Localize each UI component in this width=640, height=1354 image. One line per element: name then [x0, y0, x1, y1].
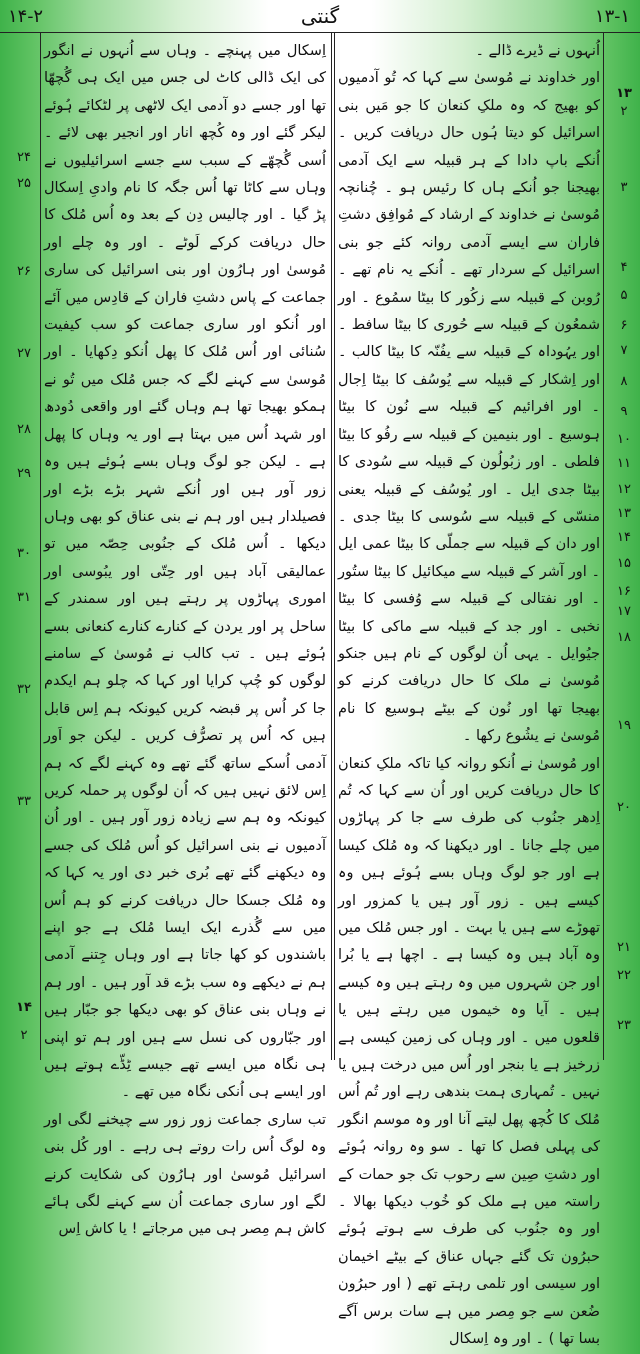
verse-number: ۲۸: [17, 422, 31, 437]
verse-number: ۱۲: [617, 482, 631, 497]
right-text-column: [338, 38, 600, 1354]
verse-number: ۱۴: [617, 530, 631, 545]
verse-number: ۲۲: [617, 968, 631, 983]
header-rule: [0, 32, 640, 33]
verse-number: ۲۶: [17, 264, 31, 279]
right-paragraph-2: اور خداوند نے مُوسیٰ سے کہا کہ تُو آدمیوں کو بھیج کہ وہ ملکِ کنعان کا جو مَیں بنی اسرائیل کو دیتا ہُوں حال دریافت کریں ۔ اُنکے باپ دادا کے ہر قبیلہ سے ایک آدمی بھیجنا جو اُنکے ہاں کا رئیس ہو ۔ چُنانچہ مُوسیٰ نے خداوند کے ارشاد کے مُوافِق دشتِ فاران سے ایسے آدمی روانہ کئے جو بنی اسرائیل کے سردار تھے ۔ اُنکے یہ نام تھے ۔ رُوبن کے قبیلہ سے زکُور کا بیٹا سمُوع ۔ اور شمعُون کے قبیلہ سے حُوری کا بیٹا سافط ۔ اور یہُوداہ کے قبیلہ سے یفُنّہ کا بیٹا کالب ۔ اور اِشکار کے قبیلہ سے یُوسُف کا بیٹا اِجال ۔ اور افرائیم کے قبیلہ سے نُون کا بیٹا ہوسیع ۔ اور بنیمین کے قبیلہ سے رفُو کا بیٹا فلطی ۔ اور زبُولُون کے قبیلہ سے سُودی کا بیٹا جدی ایل ۔ اور یُوسُف کے قبیلہ یعنی منسّی کے قبیلہ سے سُوسی کا بیٹا جدی ۔ اور دان کے قبیلہ سے جملّی کا بیٹا عمی ایل ۔ اور آشر کے قبیلہ سے میکائیل کا بیٹا ستُور ۔ اور نفتالی کے قبیلہ سے وُفسی کا بیٹا نخبی ۔ اور جد کے قبیلہ سے ماکی کا بیٹا جیُوایل ۔ یہی اُن لوگوں کے نام ہیں جنکو مُوسیٰ نے ملک کا حال دریافت کرنے کو بھیجا تھا اور نُون کے بیٹے ہوسیع کا نام مُوسیٰ نے یشُوع رکھا ۔: [338, 70, 600, 745]
verse-number: ۲۱: [617, 940, 631, 955]
left-text-column: [44, 38, 326, 1244]
book-title: گنتی: [300, 4, 340, 28]
verse-number: ۲: [620, 104, 628, 119]
verse-number: ۱۹: [617, 718, 631, 733]
verse-number: ۱۵: [617, 556, 631, 571]
right-margin-rule: [603, 32, 604, 1060]
verse-number: ۲۴: [17, 150, 31, 165]
verse-number: ۲۵: [17, 176, 31, 191]
verse-number: ۲۰: [617, 800, 631, 815]
verse-number: ۳۱: [17, 590, 31, 605]
verse-number: ۶: [620, 318, 628, 333]
verse-number: ۱۱: [617, 456, 631, 471]
verse-number: ۳۳: [17, 794, 31, 809]
column-divider-b: [334, 32, 335, 1060]
chapter-14-marker: ۱۴: [16, 1000, 32, 1015]
right-paragraph-1: اُنہوں نے ڈیرے ڈالے ۔: [475, 43, 600, 59]
verse-number: ۱۶: [617, 584, 631, 599]
page-header: [0, 0, 640, 34]
verse-number: ۱۷: [617, 604, 631, 619]
left-chapter-ref: ۱۴-۲: [8, 6, 44, 27]
verse-number: ۲۳: [617, 1018, 631, 1033]
right-chapter-ref: ۱۳-۱: [594, 6, 630, 27]
verse-number: ۲: [20, 1028, 28, 1043]
verse-number: ۳۰: [17, 546, 31, 561]
verse-number: ۸: [620, 374, 628, 389]
chapter-13-marker: ۱۳: [616, 86, 632, 101]
verse-number: ۹: [620, 404, 628, 419]
verse-number: ۱۸: [617, 630, 631, 645]
verse-number: ۷: [620, 343, 628, 358]
verse-number: ۴: [620, 260, 628, 275]
verse-number: ۵: [620, 288, 628, 303]
verse-number: ۱۳: [617, 506, 631, 521]
verse-number: ۱۰: [617, 432, 631, 447]
verse-number: ۲۷: [17, 346, 31, 361]
left-paragraph-1: اِسکال میں پہنچے ۔ وہاں سے اُنہوں نے انگور کی ایک ڈالی کاٹ لی جس میں ایک ہی گُچھّا تھا اور جسے دو آدمی ایک لاٹھی پر لٹکائے ہُوئے لیکر گئے اور وہ کُچھ انار اور انجیر بھی لائے ۔ اُسی گُچھّے کے سبب سے جسے اسرائیلیوں نے وہاں سے کاٹا تھا اُس جگہ کا نام وادیِ اِسکال پڑ گیا ۔ اور چالیس دِن کے بعد وہ اُس مُلک کا حال دریافت کرکے لَوٹے ۔ اور وہ چلے اور مُوسیٰ اور ہارُون اور بنی اسرائیل کی ساری جماعت کے پاس دشتِ فاران کے قادِس میں آئے اور اُنکو اور ساری جماعت کو سب کیفیت سُنائی اور اُس مُلک کا پھل اُنکو دِکھایا ۔ اور مُوسیٰ سے کہنے لگے کہ جس مُلک میں تُو نے ہمکو بھیجا تھا ہم وہاں گئے اور واقعی دُودھ اور شہد اُس میں بہتا ہے اور یہ وہاں کا پھل ہے ۔ لیکن جو لوگ وہاں بسے ہُوئے ہیں وہ زور آور ہیں اور اُنکے شہر بڑے بڑے اور فصیلدار ہیں اور ہم نے بنی عناق کو بھی وہاں دیکھا ۔ اُس مُلک کے جنُوبی حِصّہ میں تو عمالیقی آباد ہیں اور حِتّی اور یبُوسی اور اموری پہاڑوں پر رہتے ہیں اور سمندر کے ساحل پر اور یردن کے کنارے کنارے کنعانی بسے ہُوئے ہیں ۔ تب کالب نے مُوسیٰ کے سامنے لوگوں کو چُپ کرایا اور کہا کہ چلو ہم ایکدم جا کر اُس پر قبضہ کریں کیونکہ ہم اِس قابل ہیں کہ اُس پر تصرُّف کریں ۔ لیکن جو اَور آدمی اُسکے ساتھ گئے تھے وہ کہنے لگے کہ ہم اِس لائق نہیں ہیں کہ اُن لوگوں پر حملہ کریں کیونکہ وہ ہم سے زیادہ زور آور ہیں ۔ اور اُن آدمیوں نے بنی اسرائیل کو اُس مُلک کی جسے وہ دیکھنے گئے تھے بُری خبر دی اور یہ کہا کہ وہ مُلک جسکا حال دریافت کرنے کو ہم اُس میں سے گُذرے ایک ایسا مُلک ہے جو اپنے باشندوں کو کھا جاتا ہے اور وہاں جِتنے آدمی ہم نے دیکھے وہ سب بڑے قد آور ہیں ۔ اور ہم نے وہاں بنی عناق کو بھی دیکھا جو جبّار ہیں اور جبّاروں کی نسل سے ہیں اور ہم تو اپنی ہی نگاہ میں ایسے تھے جیسے ٹِڈّے ہوتے ہیں اور ایسے ہی اُنکی نگاہ میں تھے ۔: [44, 43, 326, 1101]
verse-number: ۳: [620, 180, 628, 195]
verse-number: ۳۲: [17, 682, 31, 697]
right-paragraph-3: اور مُوسیٰ نے اُنکو روانہ کیا تاکہ ملکِ کنعان کا حال دریافت کریں اور اُن سے کہا کہ تُم اِدھر جنُوب کی طرف سے جا کر پہاڑوں میں چلے جانا ۔ اور دیکھنا کہ وہ مُلک کیسا ہے اور جو لوگ وہاں بسے ہُوئے ہیں وہ کیسے ہیں ۔ زور آور ہیں یا کمزور اور تھوڑے سے ہیں یا بہت ۔ اور جس مُلک میں وہ آباد ہیں وہ کیسا ہے ۔ اچھا ہے یا بُرا اور جن شہروں میں وہ رہتے ہیں وہ کیسے ہیں ۔ آیا وہ خیموں میں رہتے ہیں یا قلعوں میں ۔ اور وہاں کی زمین کیسی ہے زرخیز ہے یا بنجر اور اُس میں درخت ہیں یا نہیں ۔ تُمہاری ہمت بندھی رہے اور تُم اُس مُلک کا کُچھ پھل لیتے آنا اور وہ موسم انگور کی پہلی فصل کا تھا ۔ سو وہ روانہ ہُوئے اور دشتِ صِین سے رحوب تک جو حمات کے راستہ میں ہے ملک کو خُوب دیکھا بھالا ۔ اور وہ جنُوب کی طرف سے ہوتے ہُوئے حبرُون تک گئے جہاں عناق کے بیٹے اخیمان اور سیسی اور تلمی رہتے تھے ( اور حبرُون ضُعن سے جو مِصر میں ہے سات برس آگے بسا تھا ) ۔ اور وہ اِسکال: [338, 755, 600, 1348]
left-margin-rule: [40, 32, 41, 1060]
left-paragraph-2: تب ساری جماعت زور زور سے چیخنے لگی اور وہ لوگ اُس رات روتے ہی رہے ۔ اور کُل بنی اسرائیل مُوسیٰ اور ہارُون کی شکایت کرنے لگے اور ساری جماعت اُن سے کہنے لگی ہائے کاش ہم مِصر ہی میں مرجاتے ! یا کاش اِس: [44, 1111, 326, 1238]
verse-number: ۲۹: [17, 466, 31, 481]
column-divider-a: [331, 32, 332, 1060]
